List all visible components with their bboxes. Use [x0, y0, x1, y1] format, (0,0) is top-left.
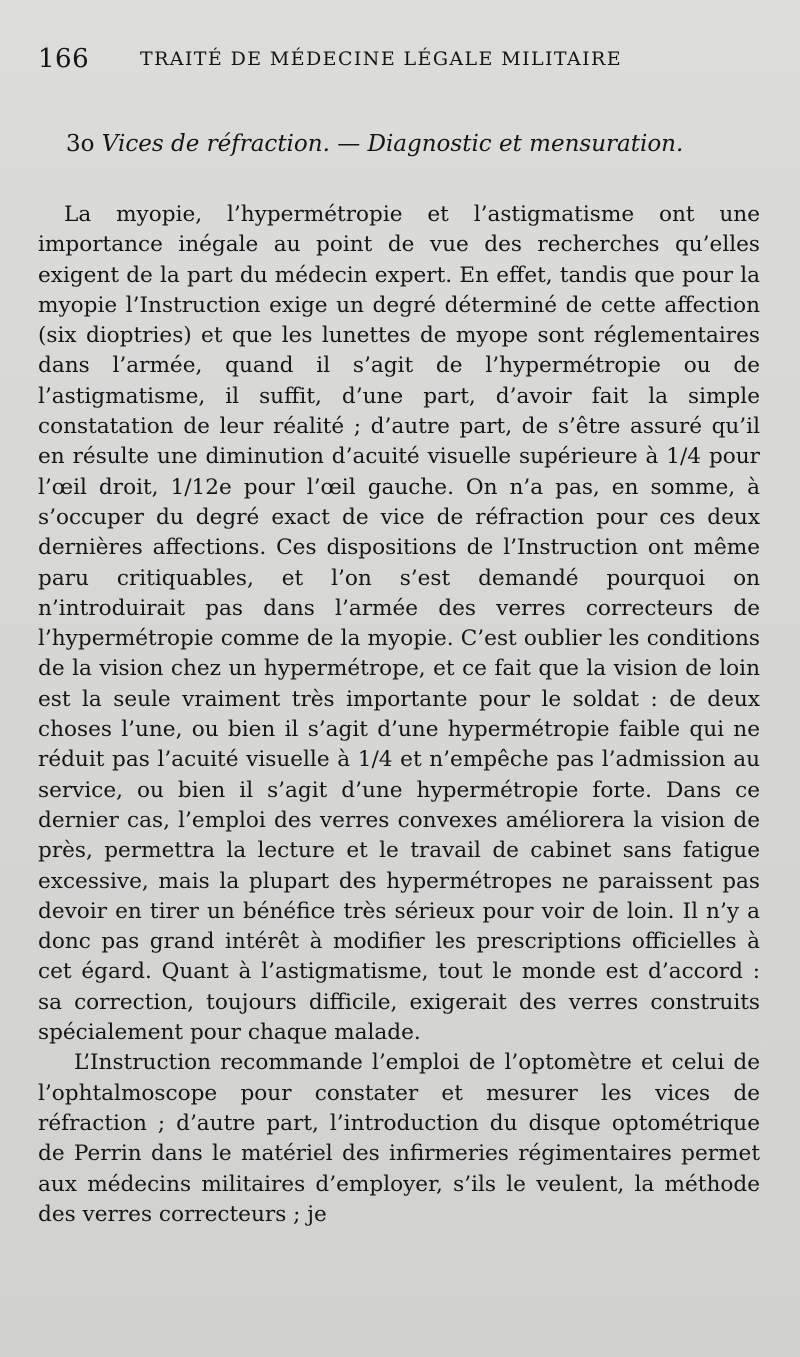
section-heading — [66, 127, 683, 161]
running-title: TRAITÉ DE MÉDECINE LÉGALE MILITAIRE — [140, 48, 622, 70]
section-number: 3o — [66, 131, 95, 157]
paragraph-myopie: La myopie, l’hypermétropie et l’astigmatisme ont une importance inégale au point de vue des recherches qu’elles exigent de la part du médecin expert. En effet, tandis que pour la myopie l’Instruction exige un degré déterminé de cette affection (six dioptries) et que les lunettes de myope sont réglementaires dans l’armée, quand il s’agit de l’hypermétropie ou de l’astigmatisme, il suffit, d’une part, d’avoir fait la simple constatation de leur réalité ; d’autre part, de s’être assuré qu’il en résulte une diminution d’acuité visuelle supérieure à 1/4 pour l’œil droit, 1/12e pour l’œil gauche. On n’a pas, en somme, à s’occuper du degré exact de vice de réfraction pour ces deux dernières affections. Ces dispositions de l’Instruction ont même paru critiquables, et l’on s’est demandé pourquoi on n’introduirait pas dans l’armée des verres correcteurs de l’hypermétropie comme de la myopie. C’est oublier les conditions de la vision chez un hypermétrope, et ce fait que la vision de loin est la seule vraiment très importante pour le soldat : de deux choses l’une, ou bien il s’agit d’une hypermétropie faible qui ne réduit pas l’acuité visuelle à 1/4 et n’empêche pas l’admission au service, ou bien il s’agit d’une hypermétropie forte. Dans ce dernier cas, l’emploi des verres convexes améliorera la vision de près, permettra la lecture et le travail de cabinet sans fatigue excessive, mais la plupart des hypermétropes ne paraissent pas devoir en tirer un bénéfice très sérieux pour voir de loin. Il n’y a donc pas grand intérêt à modifier les prescriptions officielles à cet égard. Quant à l’astigmatisme, tout le monde est d’accord : sa correction, toujours difficile, exigerait des verres construits spécialement pour chaque malade. — [38, 202, 760, 1046]
section-title: Vices de réfraction. — Diagnostic et mensuration. — [101, 131, 684, 157]
paragraph-instruction: L’Instruction recommande l’emploi de l’optomètre et celui de l’ophtalmoscope pour constater et mesurer les vices de réfraction ; d’autre part, l’introduction du disque optométrique de Perrin dans le matériel des infirmeries régimentaires permet aux médecins militaires d’employer, s’ils le veulent, la méthode des verres correcteurs ; je — [38, 1050, 760, 1227]
running-head — [38, 42, 760, 76]
page-number: 166 — [38, 44, 90, 74]
body-text — [38, 200, 760, 1230]
